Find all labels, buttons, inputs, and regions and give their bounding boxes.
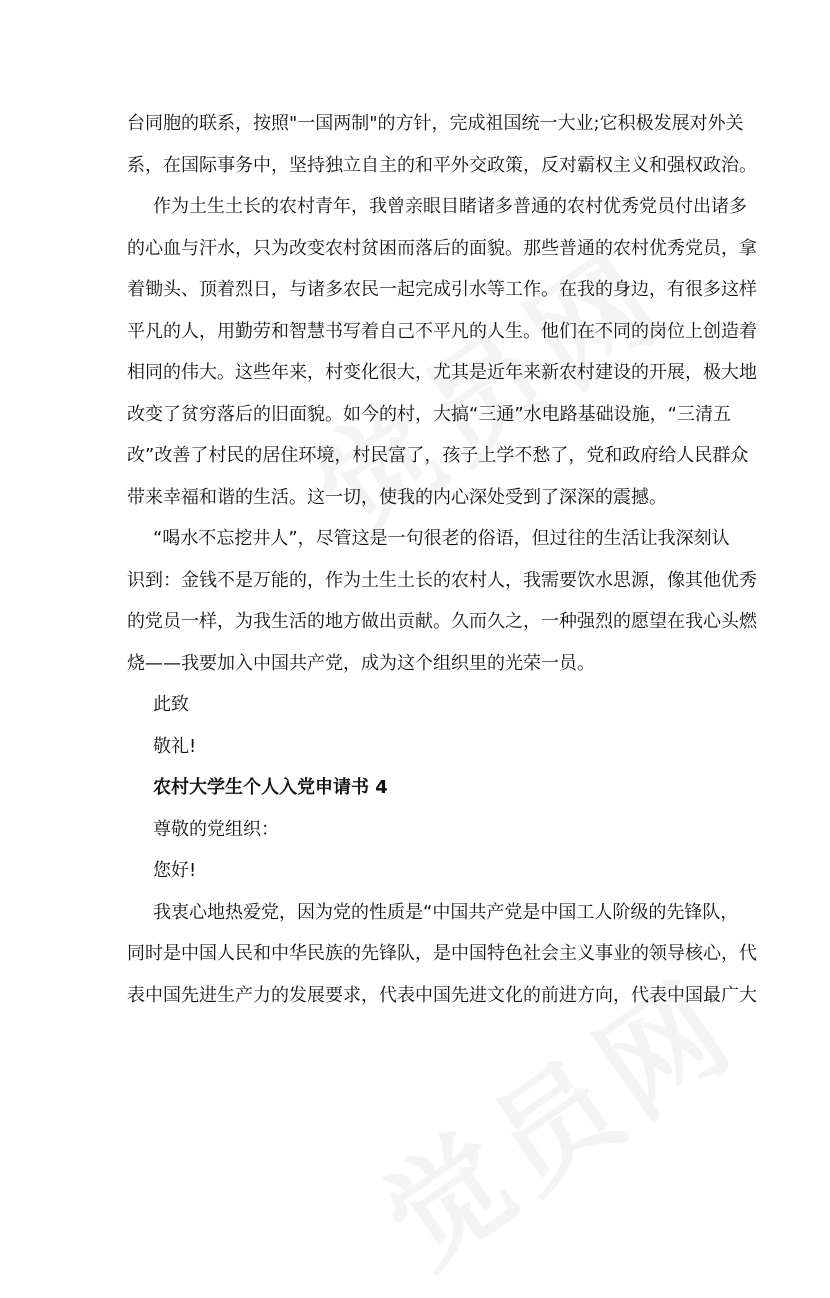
greeting-line: 您好!	[153, 860, 197, 881]
closing-regards: 敬礼!	[153, 735, 197, 757]
text-line: 平凡的人，用勤劳和智慧书写着自己不平凡的人生。他们在不同的岗位上创造着	[127, 320, 757, 342]
text-line: 着锄头、顶着烈日，与诸多农民一起完成引水等工作。在我的身边，有很多这样	[127, 279, 757, 300]
closing-salutation: 此致	[153, 694, 189, 715]
section-title: 农村大学生个人入党申请书 4	[153, 777, 388, 798]
text-line: 作为土生土长的农村青年，我曾亲眼目睹诸多普通的农村优秀党员付出诸多	[153, 196, 747, 217]
text-line: 的心血与汗水，只为改变农村贫困而落后的面貌。那些普通的农村优秀党员，拿	[127, 237, 757, 259]
text-line: 系，在国际事务中，坚持独立自主的和平外交政策，反对霸权主义和强权政治。	[127, 154, 757, 176]
text-line: 相同的伟大。这些年来，村变化很大，尤其是近年来新农村建设的开展，极大地	[127, 362, 757, 383]
document-body	[127, 103, 757, 1016]
text-line: 烧——我要加入中国共产党，成为这个组织里的光荣一员。	[127, 652, 595, 674]
text-line: 改”改善了村民的居住环境，村民富了，孩子上学不愁了，党和政府给人民群众	[127, 445, 749, 466]
greeting-line: 尊敬的党组织：	[153, 818, 279, 840]
text-line: 我衷心地热爱党，因为党的性质是“中国共产党是中国工人阶级的先锋队，	[153, 901, 739, 923]
text-line: 带来幸福和谐的生活。这一切，使我的内心深处受到了深深的震撼。	[127, 486, 667, 508]
text-line: 的党员一样，为我生活的地方做出贡献。久而久之，一种强烈的愿望在我心头燃	[127, 611, 757, 632]
text-line: 表中国先进生产力的发展要求，代表中国先进文化的前进方向，代表中国最广大	[127, 984, 757, 1006]
text-line: “喝水不忘挖井人”，尽管这是一句很老的俗语，但过往的生活让我深刻认	[153, 528, 730, 549]
text-line: 台同胞的联系，按照"一国两制"的方针，完成祖国统一大业;它积极发展对外关	[127, 113, 744, 134]
text-line: 同时是中国人民和中华民族的先锋队，是中国特色社会主义事业的领导核心，代	[127, 943, 757, 964]
text-line: 改变了贫穷落后的旧面貌。如今的村，大搞“三通”水电路基础设施，“三清五	[127, 403, 731, 425]
text-line: 识到：金钱不是万能的，作为土生土长的农村人，我需要饮水思源，像其他优秀	[127, 569, 757, 591]
